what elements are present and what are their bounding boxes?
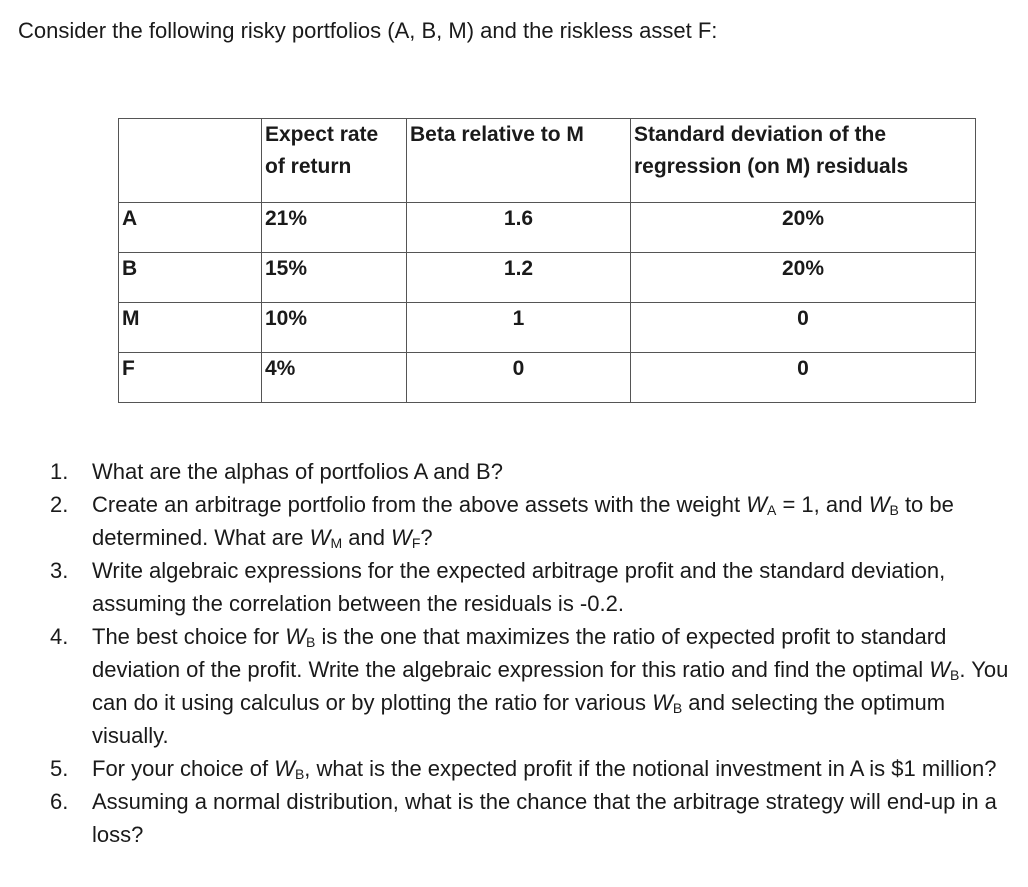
row-beta: 0: [407, 353, 631, 403]
question-number: 1.: [50, 459, 69, 484]
question-text: and: [342, 525, 392, 550]
intro-text: Consider the following risky portfolios (A, B, M) and the riskless asset F:: [18, 18, 718, 43]
row-return: 4%: [262, 353, 407, 403]
table-row: [119, 303, 976, 353]
weight-subscript: F: [411, 535, 421, 551]
header-beta: Beta relative to M: [407, 119, 631, 203]
question-text: The best choice for: [92, 624, 286, 649]
question-4: [50, 620, 1010, 752]
weight-symbol: W: [652, 690, 673, 715]
table-header-row: [119, 119, 976, 203]
table-row: [119, 353, 976, 403]
row-name: A: [119, 203, 262, 253]
row-name: B: [119, 253, 262, 303]
question-3: [50, 554, 1010, 620]
table-row: [119, 203, 976, 253]
question-number: 3.: [50, 558, 69, 583]
row-sd: 20%: [631, 203, 976, 253]
row-sd: 0: [631, 353, 976, 403]
question-text: to be determined. What are: [92, 492, 954, 550]
row-return: 21%: [262, 203, 407, 253]
table-row: [119, 253, 976, 303]
weight-symbol: W: [391, 525, 412, 550]
question-list: [50, 455, 1010, 851]
weight-subscript: B: [305, 634, 316, 650]
weight-subscript: M: [330, 535, 343, 551]
weight-subscript: B: [294, 766, 305, 782]
weight-symbol: W: [309, 525, 331, 550]
weight-symbol: W: [929, 657, 951, 682]
question-5: [50, 752, 1010, 785]
question-number: 4.: [50, 624, 69, 649]
row-sd: 20%: [631, 253, 976, 303]
row-name: F: [119, 353, 262, 403]
header-blank: [119, 119, 262, 203]
row-return: 10%: [262, 303, 407, 353]
weight-subscript: B: [889, 502, 899, 518]
weight-subscript: A: [767, 502, 777, 518]
portfolio-table: [118, 118, 976, 403]
question-number: 2.: [50, 492, 69, 517]
question-number: 6.: [50, 789, 69, 814]
question-text: , what is the expected profit if the notional investment in A is $1 million?: [304, 756, 997, 781]
question-text: ?: [420, 525, 433, 550]
question-text: = 1, and: [776, 492, 869, 517]
weight-subscript: B: [672, 700, 683, 716]
question-text: is the one that maximizes the ratio of expected profit to standard deviation of the profit. Write the algebraic expression for this ratio and find the optimal: [92, 624, 947, 682]
row-beta: 1: [407, 303, 631, 353]
question-6: [50, 785, 1010, 851]
weight-symbol: W: [285, 624, 306, 649]
question-number: 5.: [50, 756, 69, 781]
question-text: Create an arbitrage portfolio from the above assets with the weight: [92, 492, 747, 517]
row-beta: 1.2: [407, 253, 631, 303]
weight-symbol: W: [274, 756, 295, 781]
question-text: Write algebraic expressions for the expected arbitrage profit and the standard deviation, assuming the correlation between the residuals is -0.2.: [92, 558, 946, 616]
question-text: For your choice of: [92, 756, 275, 781]
question-text: and selecting the optimum visually.: [92, 690, 946, 748]
row-sd: 0: [631, 303, 976, 353]
row-name: M: [119, 303, 262, 353]
weight-symbol: W: [868, 492, 890, 517]
question-1: [50, 455, 1010, 488]
question-2: [50, 488, 1010, 554]
header-residual-sd: Standard deviation of the regression (on M) residuals: [631, 119, 976, 203]
question-text: . You can do it using calculus or by plotting the ratio for various: [92, 657, 1009, 715]
weight-subscript: B: [950, 667, 960, 683]
row-beta: 1.6: [407, 203, 631, 253]
question-text: Assuming a normal distribution, what is the chance that the arbitrage strategy will end-up in a loss?: [92, 789, 997, 847]
question-text: What are the alphas of portfolios A and B?: [92, 459, 503, 484]
header-expected-return: Expect rate of return: [262, 119, 407, 203]
weight-symbol: W: [746, 492, 768, 517]
row-return: 15%: [262, 253, 407, 303]
